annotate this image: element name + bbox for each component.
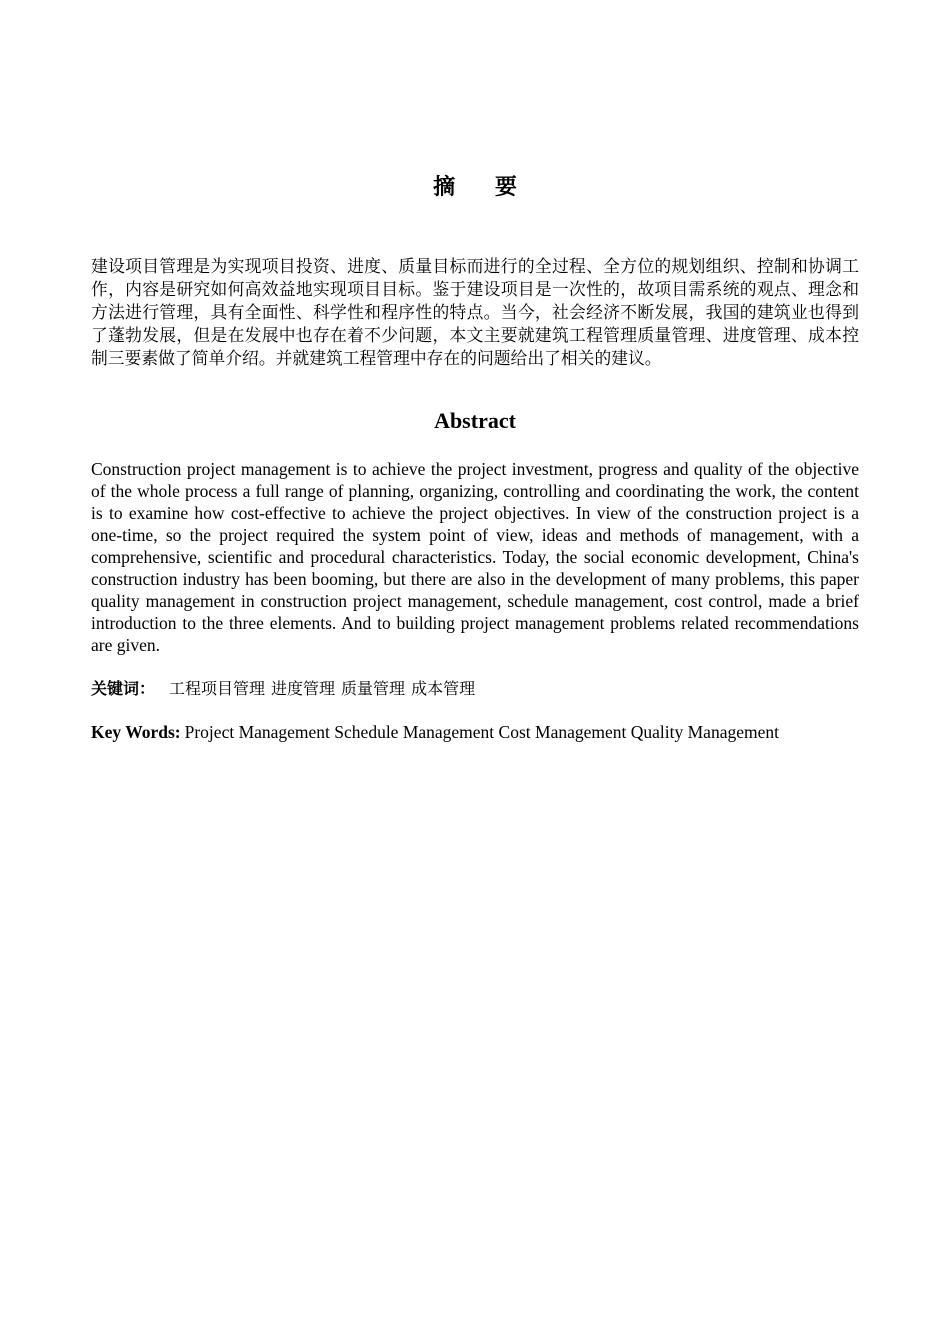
chinese-keyword-item: 工程项目管理 (169, 679, 266, 698)
english-abstract-body: Construction project management is to achieve the project investment, progress and quality of the objective of the whole process a full range of planning, organizing, controlling and coordinating the work, the content is to examine how cost-effective to achieve the project objectives. In view of the construction project is a one-time, so the project required the system point of view, ideas and methods of management, with a comprehensive, scientific and procedural characteristics. Today, the social economic development, China's construction industry has been booming, but there are also in the development of many problems, this paper quality management in construction project management, schedule management, cost control, made a brief introduction to the three elements. And to building project management problems related recommendations are given. (91, 459, 859, 655)
english-keywords (91, 720, 891, 744)
chinese-keyword-item: 质量管理 (341, 679, 406, 698)
chinese-abstract-body: 建设项目管理是为实现项目投资、进度、质量目标而进行的全过程、全方位的规划组织、控制和协调工作，内容是研究如何高效益地实现项目目标。鉴于建设项目是一次性的，故项目需系统的观点、理念和方法进行管理，具有全面性、科学性和程序性的特点。当今，社会经济不断发展，我国的建筑业也得到了蓬勃发展，但是在发展中也存在着不少问题，本文主要就建筑工程管理质量管理、进度管理、成本控制三要素做了简单介绍。并就建筑工程管理中存在的问题给出了相关的建议。 (91, 256, 859, 368)
english-abstract-title: Abstract (434, 408, 516, 433)
chinese-keywords (91, 677, 859, 701)
english-keywords-label: Key Words: (91, 722, 181, 742)
chinese-keywords-label: 关键词： (91, 679, 156, 698)
chinese-keyword-item: 进度管理 (271, 679, 336, 698)
chinese-keyword-item: 成本管理 (411, 679, 476, 698)
english-keywords-value: Project Management Schedule Management Cost Management Quality Management (184, 722, 779, 742)
chinese-abstract-title: 摘 要 (433, 175, 533, 200)
